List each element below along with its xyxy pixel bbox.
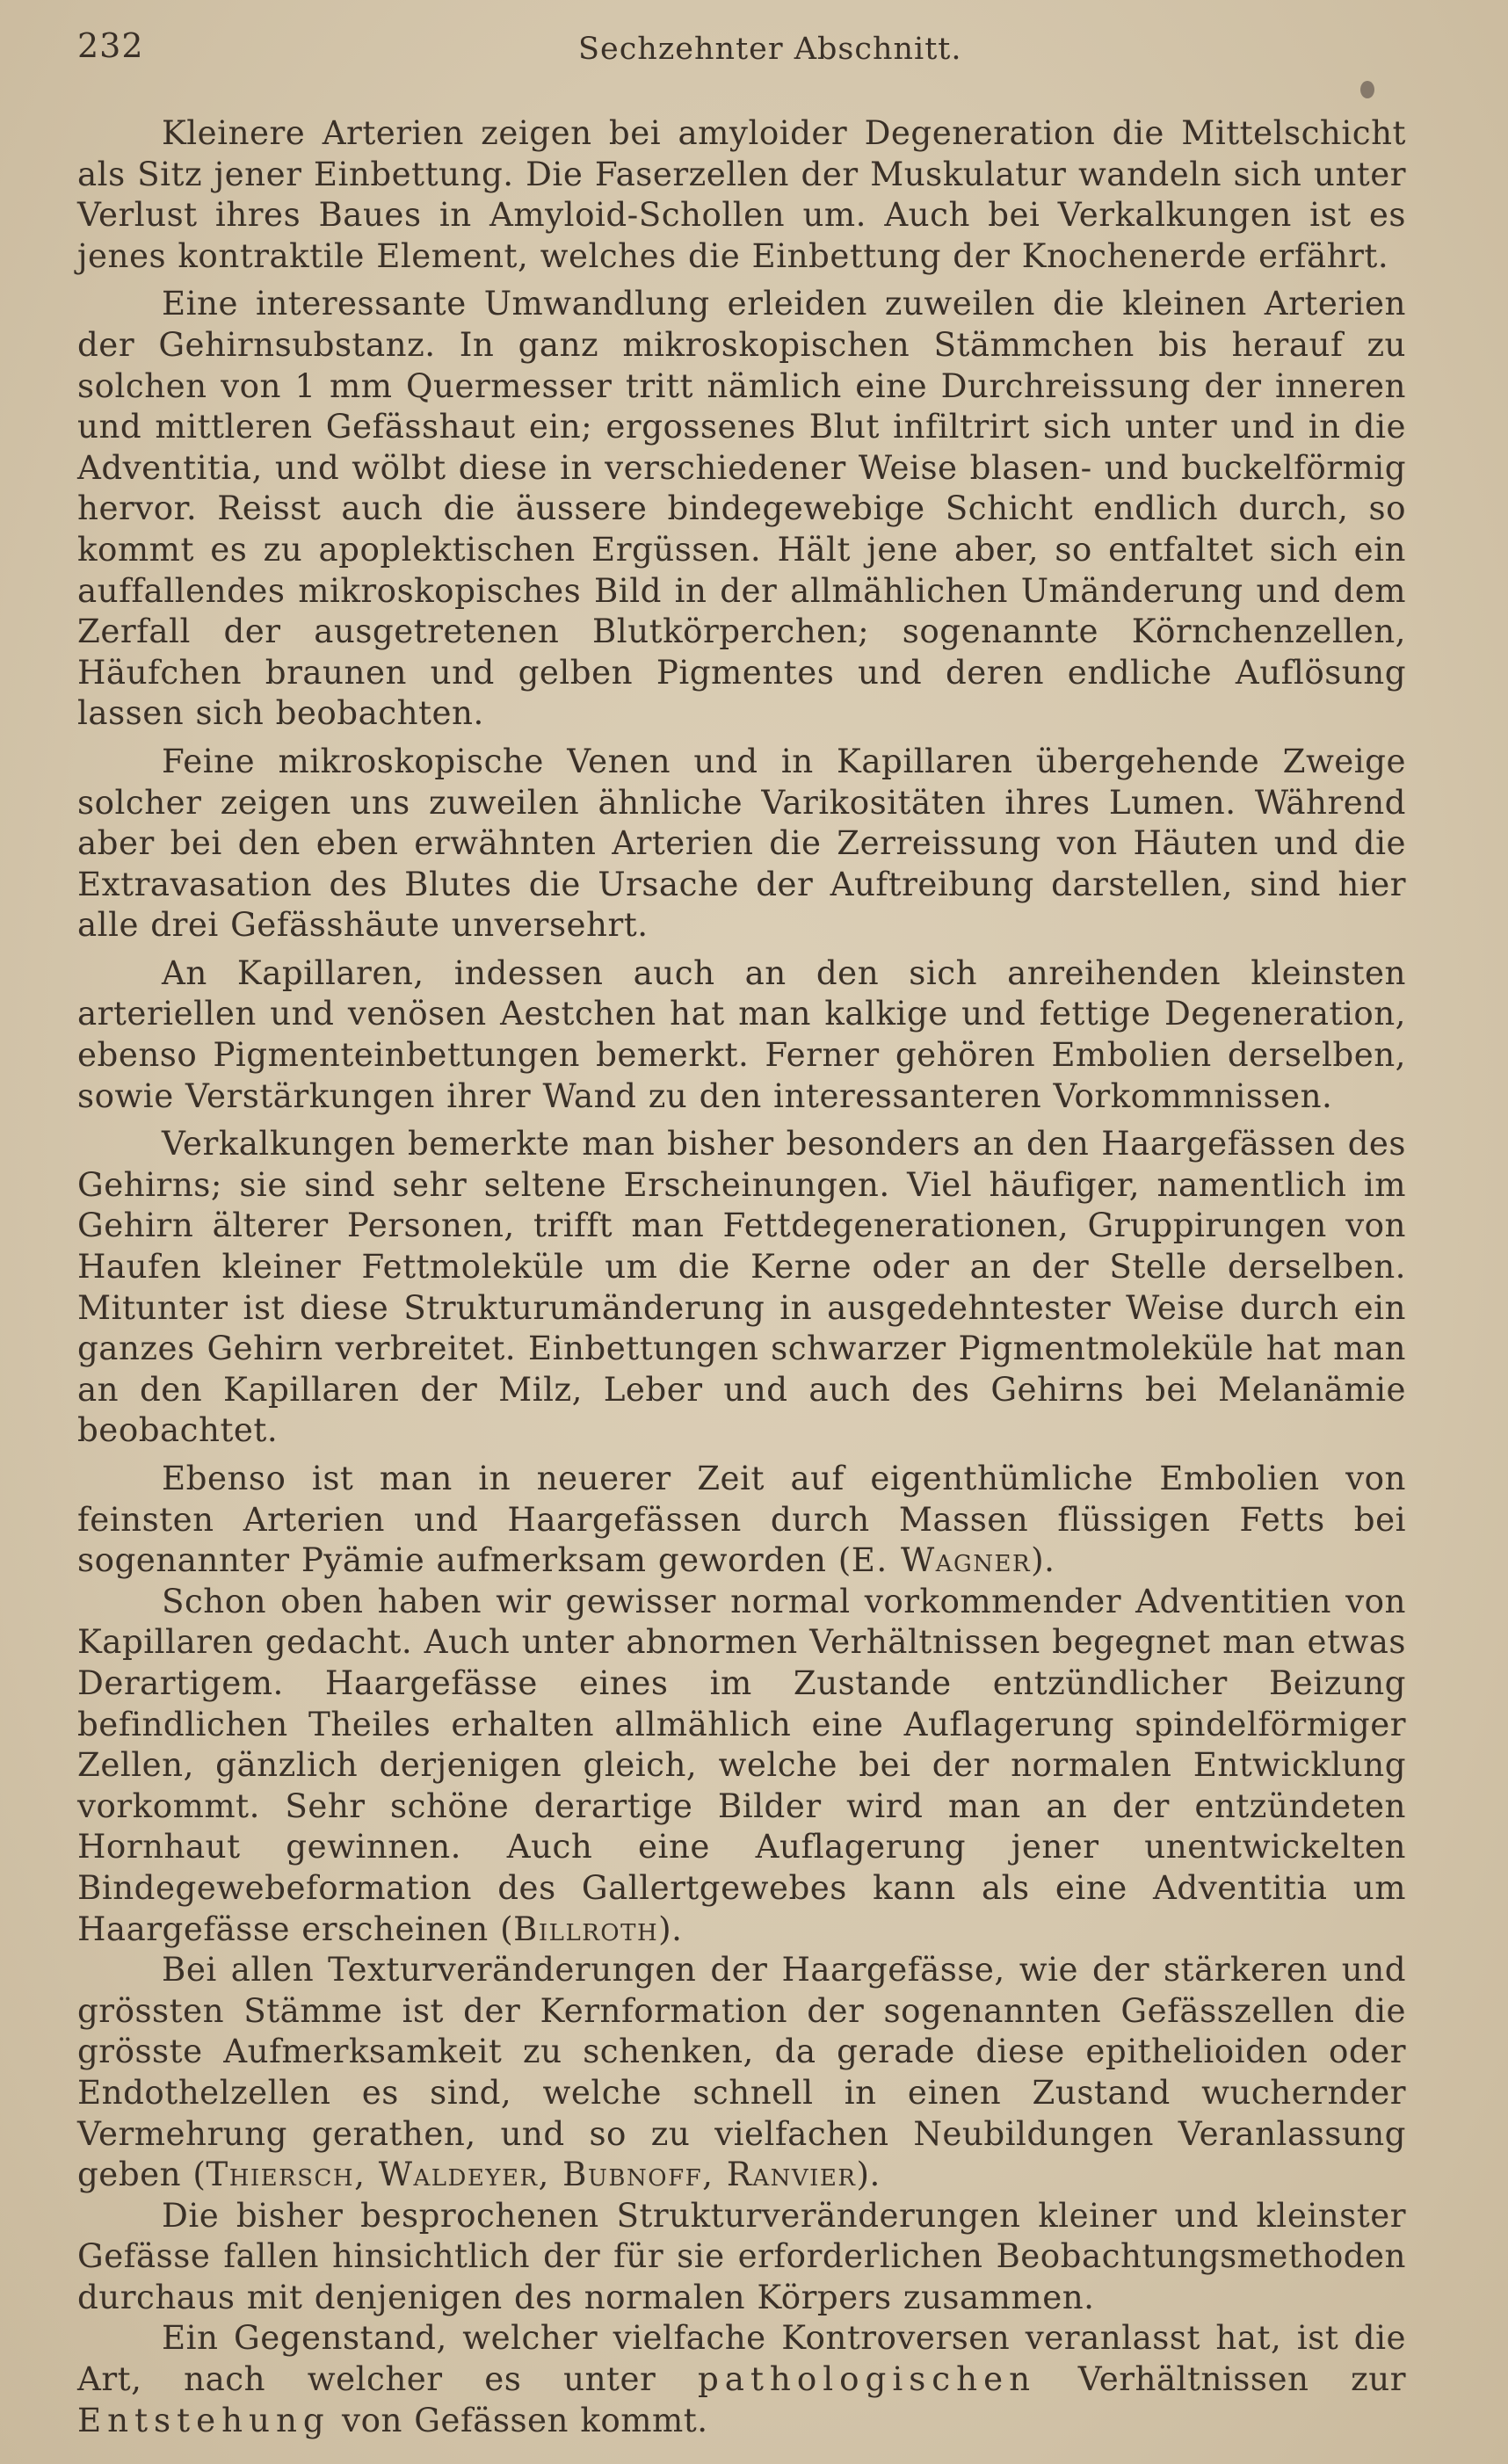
author-citation: E. Wagner (851, 1540, 1032, 1580)
paragraph-8: Bei allen Texturveränderungen der Haargefässe, wie der stärkeren und grössten Stämme ist der Kernformation der sogenannten Gefässzellen die grösste Aufmerksamkeit zu schenken, da gerade diese epithelioiden oder Endothelzellen es sind, welche schnell in einen Zustand wuchernder Vermehrung gerathen, und so zu vielfachen Neubildungen Veranlassung geben (Thiersch, Waldeyer, Bubnoff, Ranvier). (77, 1950, 1406, 2194)
ink-blot (1360, 81, 1374, 98)
paragraph-7: Schon oben haben wir gewisser normal vorkommender Adventitien von Kapillaren gedacht. Auch unter abnormen Verhältnissen begegnet man etwas Derartigem. Haargefässe eines im Zustande entzündlicher Beizung befindlichen Theiles erhalten allmählich eine Auflagerung spindelförmiger Zellen, gänzlich derjenigen gleich, welche bei der normalen Entwicklung vorkommt. Sehr schöne derartige Bilder wird man an der entzündeten Hornhaut gewinnen. Auch eine Auflagerung jener unentwickelten Bindegewebeformation des Gallertgewebes kann als eine Adventitia um Haargefässe erscheinen (Billroth). (77, 1581, 1406, 1948)
running-head (77, 26, 1431, 79)
author-citation: Thiersch, Waldeyer, Bubnoff, Ranvier (206, 2155, 857, 2194)
paragraph-4: An Kapillaren, indessen auch an den sich anreihenden kleinsten arteriellen und venösen Aestchen hat man kalkige und fettige Degeneration, ebenso Pigmenteinbettungen bemerkt. Ferner gehören Embolien derselben, sowie Verstärkungen ihrer Wand zu den interessanteren Vorkommnissen. (77, 953, 1406, 1115)
paragraph-2: Eine interessante Umwandlung erleiden zuweilen die kleinen Arterien der Gehirnsubstanz. In ganz mikroskopischen Stämmchen bis herauf zu solchen von 1 mm Quermesser tritt nämlich eine Durchreissung der inneren und mittleren Gefässhaut ein; ergossenes Blut infiltrirt sich unter und in die Adventitia, und wölbt diese in verschiedener Weise blasen- und buckelförmig hervor. Reisst auch die äussere bindegewebige Schicht endlich durch, so kommt es zu apoplektischen Ergüssen. Hält jene aber, so entfaltet sich ein auffallendes mikroskopisches Bild in der allmählichen Umänderung und dem Zerfall der ausgetretenen Blutkörperchen; sogenannte Körnchenzellen, Häufchen braunen und gelben Pigmentes und deren endliche Auflösung lassen sich beobachten. (77, 284, 1406, 733)
paragraph-9: Die bisher besprochenen Strukturveränderungen kleiner und kleinster Gefässe fallen hinsichtlich der für sie erforderlichen Beobachtungsmethoden durchaus mit denjenigen des normalen Körpers zusammen. (77, 2195, 1406, 2316)
emphasis-entstehung: Entstehung (77, 2400, 330, 2439)
author-citation: Billroth (513, 1909, 659, 1948)
paragraph-1: Kleinere Arterien zeigen bei amyloider Degeneration die Mittelschicht als Sitz jener Einbettung. Die Faserzellen der Muskulatur wandeln sich unter Verlust ihres Baues in Amyloid-Schollen um. Auch bei Verkalkungen ist es jenes kontraktile Element, welches die Einbettung der Knochenerde erfährt. (77, 113, 1406, 275)
emphasis-pathologischen: pathologischen (697, 2359, 1037, 2399)
body-text (77, 112, 1406, 2440)
paragraph-6: Ebenso ist man in neuerer Zeit auf eigenthümliche Embolien von feinsten Arterien und Haargefässen durch Massen flüssigen Fetts bei sogenannter Pyämie aufmerksam geworden (E. Wagner). (77, 1459, 1406, 1580)
paragraph-5: Verkalkungen bemerkte man bisher besonders an den Haargefässen des Gehirns; sie sind sehr seltene Erscheinungen. Viel häufiger, namentlich im Gehirn älterer Personen, trifft man Fettdegenerationen, Gruppirungen von Haufen kleiner Fettmoleküle um die Kerne oder an der Stelle derselben. Mitunter ist diese Strukturumänderung in ausgedehntester Weise durch ein ganzes Gehirn verbreitet. Einbettungen schwarzer Pigmentmoleküle hat man an den Kapillaren der Milz, Leber und auch des Gehirns bei Melanämie beobachtet. (77, 1124, 1406, 1450)
page-number: 232 (77, 26, 144, 65)
paragraph-3: Feine mikroskopische Venen und in Kapillaren übergehende Zweige solcher zeigen uns zuweilen ähnliche Varikositäten ihres Lumen. Während aber bei den eben erwähnten Arterien die Zerreissung von Häuten und die Extravasation des Blutes die Ursache der Auftreibung darstellen, sind hier alle drei Gefässhäute unversehrt. (77, 741, 1406, 945)
paragraph-10: Ein Gegenstand, welcher vielfache Kontroversen veranlasst hat, ist die Art, nach welcher es unter pathologischen Verhältnissen zur Entstehung von Gefässen kommt. (77, 2318, 1406, 2439)
chapter-title: Sechzehnter Abschnitt. (578, 32, 962, 67)
